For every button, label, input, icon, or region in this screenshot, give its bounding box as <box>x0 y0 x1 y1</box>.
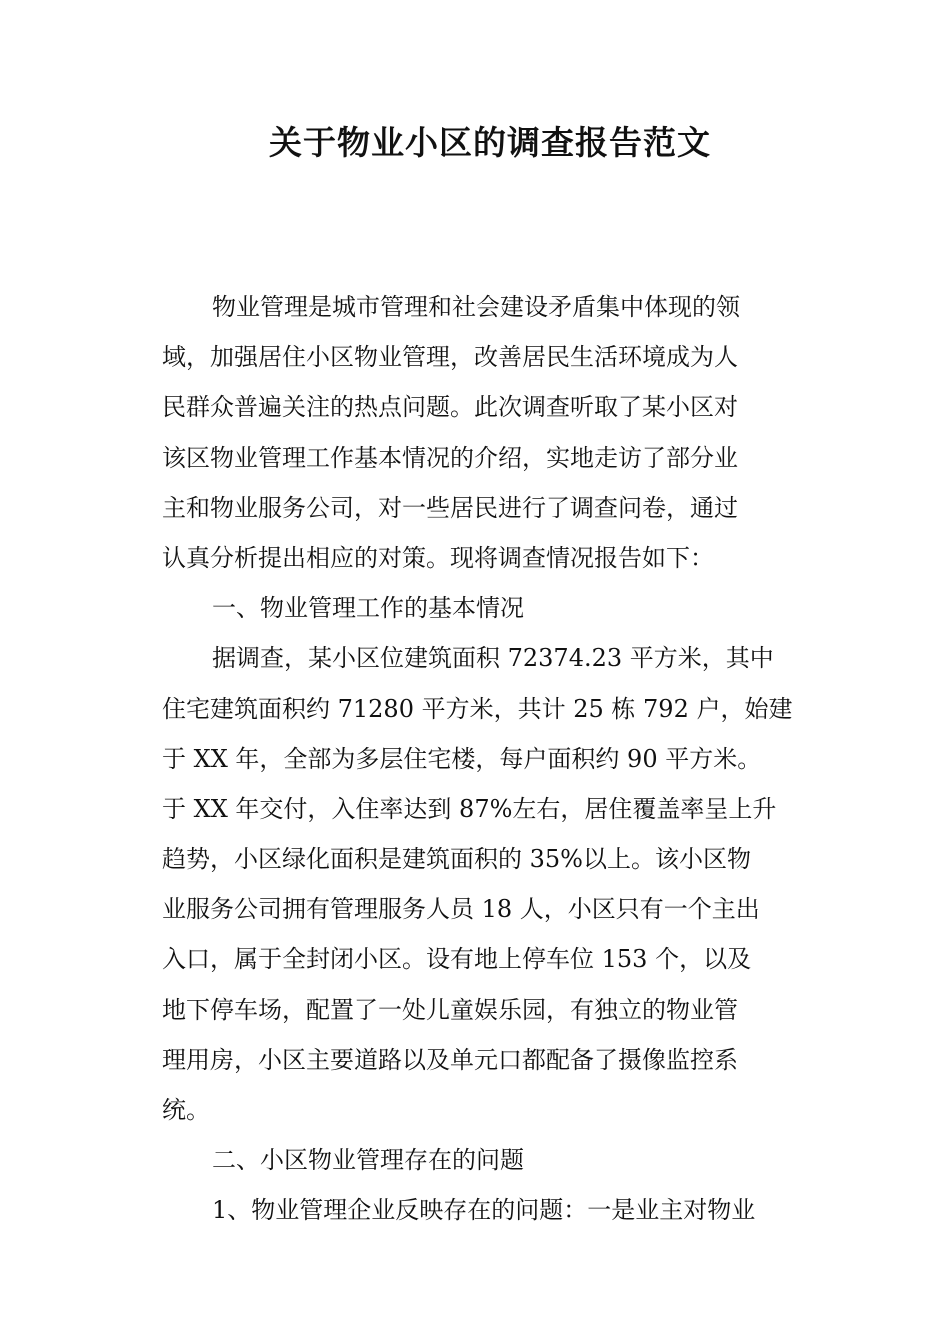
paragraph-line: 域，加强居住小区物业管理，改善居民生活环境成为人 <box>162 343 738 372</box>
paragraph-line: 住宅建筑面积约 71280 平方米，共计 25 栋 792 户，始建 <box>162 694 793 723</box>
paragraph-line: 于 XX 年，全部为多层住宅楼，每户面积约 90 平方米。 <box>162 744 762 773</box>
paragraph-line: 据调查，某小区位建筑面积 72374.23 平方米，其中 <box>212 644 774 673</box>
paragraph-line: 1、物业管理企业反映存在的问题：一是业主对物业 <box>212 1196 756 1225</box>
paragraph-line: 理用房，小区主要道路以及单元口都配备了摄像监控系 <box>162 1045 738 1074</box>
paragraph-line: 业服务公司拥有管理服务人员 18 人，小区只有一个主出 <box>162 895 760 924</box>
paragraph-line: 于 XX 年交付，入住率达到 87%左右，居住覆盖率呈上升 <box>162 794 777 823</box>
section-heading: 二、小区物业管理存在的问题 <box>212 1146 524 1175</box>
document-body <box>162 282 792 1236</box>
paragraph-line: 认真分析提出相应的对策。现将调查情况报告如下： <box>162 543 714 572</box>
paragraph-line: 地下停车场，配置了一处儿童娱乐园，有独立的物业管 <box>162 995 738 1024</box>
paragraph-line: 趋势，小区绿化面积是建筑面积的 35%以上。该小区物 <box>162 845 751 874</box>
paragraph-line: 该区物业管理工作基本情况的介绍，实地走访了部分业 <box>162 443 738 472</box>
paragraph-line: 入口，属于全封闭小区。设有地上停车位 153 个，以及 <box>162 945 752 974</box>
paragraph-line: 物业管理是城市管理和社会建设矛盾集中体现的领 <box>212 293 740 321</box>
paragraph-line: 民群众普遍关注的热点问题。此次调查听取了某小区对 <box>162 393 738 422</box>
document-title: 关于物业小区的调查报告范文 <box>269 123 711 162</box>
paragraph-line: 主和物业服务公司，对一些居民进行了调查问卷，通过 <box>162 493 738 522</box>
paragraph-line: 统。 <box>162 1096 210 1124</box>
section-heading: 一、物业管理工作的基本情况 <box>212 594 524 623</box>
